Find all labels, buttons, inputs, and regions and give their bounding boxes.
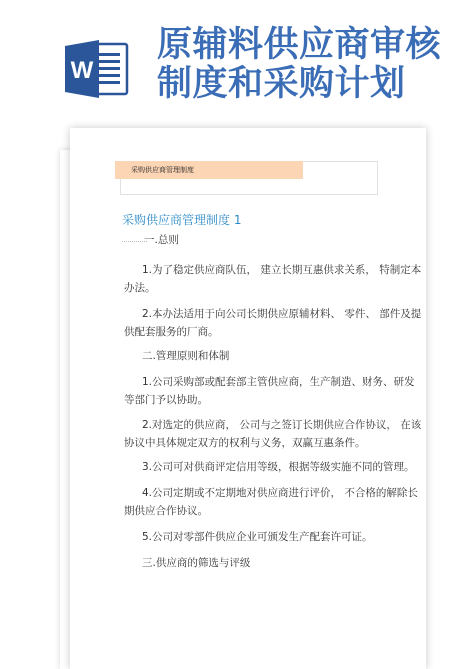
paragraph-line: 4.公司定期或不定期地对供应商进行评价， 不合格的解除长 xyxy=(142,487,418,499)
page-title-line-1: 原辅料供应商审核 xyxy=(157,25,442,65)
section-heading: 二.管理原则和体制 xyxy=(142,350,230,362)
paragraph-line: 1.为了稳定供应商队伍， 建立长期互惠供求关系， 特制定本 xyxy=(142,264,422,276)
section-heading: 三.供应商的筛选与评级 xyxy=(142,557,251,569)
table-cell-highlighted: 采购供应商管理制度 xyxy=(115,161,303,179)
document-heading: 采购供应商管理制度 1 xyxy=(122,213,242,227)
page-title xyxy=(157,26,467,104)
page-title-line-2: 制度和采购计划 xyxy=(157,64,406,104)
paragraph-line: 供配套服务的厂商。 xyxy=(124,326,219,338)
paragraph-line: 等部门予以协助。 xyxy=(124,394,208,406)
paragraph-line: 2.对选定的供应商， 公司与之签订长期供应合作协议， 在该 xyxy=(142,419,422,431)
paragraph-line: 协议中具体规定双方的权利与义务，双赢互惠条件。 xyxy=(124,437,366,449)
paragraph-line: 办法。 xyxy=(124,282,156,294)
paragraph-line: 期供应合作协议。 xyxy=(124,505,208,517)
paragraph-line: 2.本办法适用于向公司长期供应原辅材料、 零件、 部件及提 xyxy=(142,308,422,320)
word-icon xyxy=(63,38,129,100)
word-icon-letter: W xyxy=(70,57,94,84)
header-banner xyxy=(0,0,474,118)
section-heading: 一.总则 xyxy=(144,234,179,246)
paragraph-line: 3.公司可对供商评定信用等级，根据等级实施不同的管理。 xyxy=(142,461,415,473)
paragraph-line: 1.公司采购部或配套部主管供应商，生产制造、财务、研发 xyxy=(142,376,415,388)
paragraph-line: 5.公司对零部件供应企业可颁发生产配套许可证。 xyxy=(142,531,373,543)
